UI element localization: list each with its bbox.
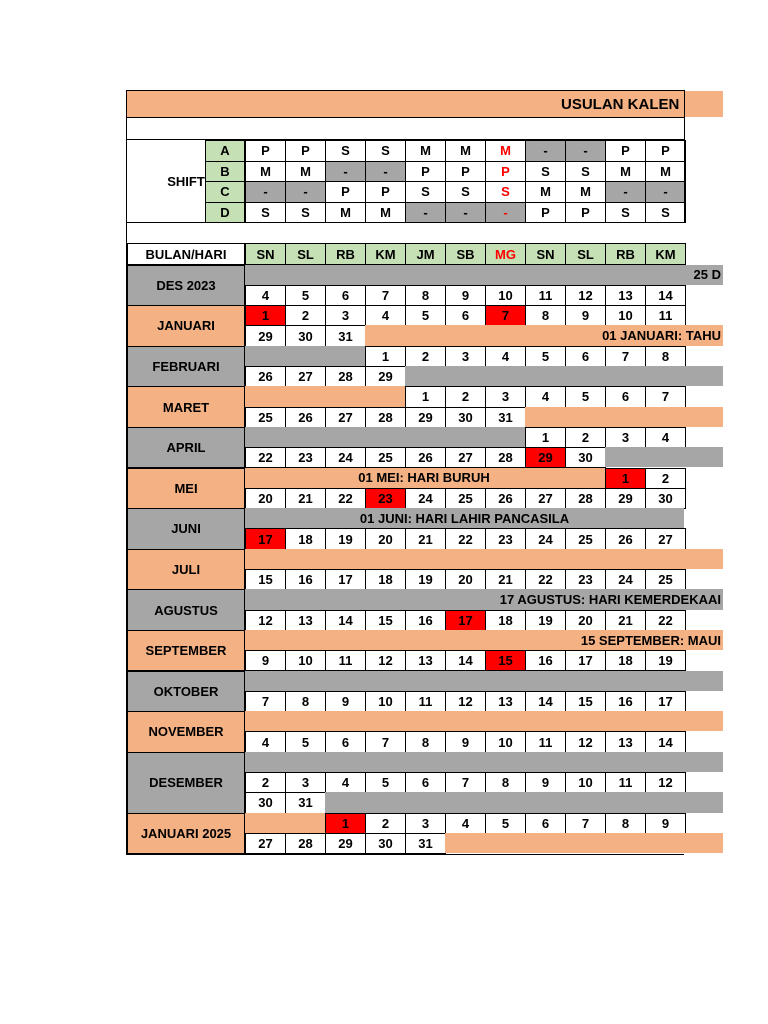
- holiday-banner: 17 AGUSTUS: HARI KEMERDEKAAI: [245, 589, 723, 609]
- day-cell: 1: [365, 346, 406, 367]
- shift-cell: -: [605, 181, 646, 203]
- day-cell: 13: [605, 285, 646, 306]
- day-cell: 30: [645, 488, 686, 509]
- month-label: JULI: [127, 549, 245, 591]
- blank-span: 01 MEI: HARI BURUH: [245, 468, 605, 488]
- shift-cell: S: [405, 181, 446, 203]
- day-cell: 9: [445, 285, 486, 306]
- day-cell: 4: [485, 346, 526, 367]
- day-cell: 6: [325, 731, 366, 752]
- day-cell: 1: [605, 468, 646, 489]
- holiday-banner: 15 SEPTEMBER: MAUI: [245, 630, 723, 650]
- shift-cell: S: [445, 181, 486, 203]
- shift-cell: S: [605, 202, 646, 224]
- page-title: USULAN KALEN: [127, 91, 723, 117]
- day-cell: 7: [445, 772, 486, 793]
- day-cell: 2: [645, 468, 686, 489]
- day-header-km: KM: [645, 243, 686, 265]
- day-cell: 5: [565, 386, 606, 407]
- day-cell: 6: [565, 346, 606, 367]
- shift-cell: -: [445, 202, 486, 224]
- day-cell: 1: [325, 813, 366, 834]
- day-cell: 2: [285, 305, 326, 326]
- blank-span: [245, 427, 525, 447]
- month-label: APRIL: [127, 427, 245, 469]
- month-label: NOVEMBER: [127, 711, 245, 753]
- day-cell: 24: [325, 447, 366, 468]
- day-cell: 9: [445, 731, 486, 752]
- shift-cell: M: [245, 161, 286, 183]
- day-cell: 29: [325, 833, 366, 854]
- day-cell: 20: [365, 528, 406, 549]
- day-cell: 8: [525, 305, 566, 326]
- day-header-sn: SN: [525, 243, 566, 265]
- blank-span: [245, 346, 365, 366]
- day-cell: 29: [365, 366, 406, 387]
- day-cell: 18: [285, 528, 326, 549]
- day-cell: 31: [405, 833, 446, 854]
- day-cell: 20: [565, 610, 606, 631]
- day-cell: 27: [285, 366, 326, 387]
- day-cell: 11: [525, 285, 566, 306]
- shift-cell: -: [285, 181, 326, 203]
- shift-cell: M: [285, 161, 326, 183]
- day-cell: 5: [485, 813, 526, 834]
- day-header-mg: MG: [485, 243, 526, 265]
- day-cell: 28: [285, 833, 326, 854]
- shift-cell: M: [525, 181, 566, 203]
- shift-cell: P: [445, 161, 486, 183]
- shift-cell: M: [605, 161, 646, 183]
- day-cell: 23: [365, 488, 406, 509]
- calendar-sheet: [126, 90, 723, 860]
- holiday-banner: [245, 752, 723, 772]
- day-cell: 30: [445, 407, 486, 428]
- day-header-km: KM: [365, 243, 406, 265]
- day-cell: 6: [445, 305, 486, 326]
- day-cell: 6: [325, 285, 366, 306]
- day-cell: 15: [565, 691, 606, 712]
- day-cell: 7: [645, 386, 686, 407]
- day-cell: 9: [645, 813, 686, 834]
- blank-span: [245, 813, 325, 833]
- day-cell: 25: [645, 569, 686, 590]
- day-cell: 8: [645, 346, 686, 367]
- shift-cell: P: [405, 161, 446, 183]
- day-header-jm: JM: [405, 243, 446, 265]
- shift-code: D: [205, 202, 245, 224]
- shift-cell: S: [525, 161, 566, 183]
- day-cell: 22: [445, 528, 486, 549]
- month-label: OKTOBER: [127, 671, 245, 713]
- day-cell: 27: [445, 447, 486, 468]
- holiday-banner: 01 JUNI: HARI LAHIR PANCASILA: [245, 508, 684, 528]
- day-header-rb: RB: [605, 243, 646, 265]
- day-cell: 10: [485, 285, 526, 306]
- day-cell: 31: [285, 792, 326, 813]
- day-cell: 8: [605, 813, 646, 834]
- shift-cell: P: [365, 181, 406, 203]
- shift-cell: S: [565, 161, 606, 183]
- day-cell: 11: [405, 691, 446, 712]
- day-cell: 19: [525, 610, 566, 631]
- day-cell: 12: [565, 285, 606, 306]
- day-cell: 10: [365, 691, 406, 712]
- day-cell: 6: [405, 772, 446, 793]
- shift-cell: P: [525, 202, 566, 224]
- month-label: JANUARI 2025: [127, 813, 245, 855]
- day-cell: 25: [365, 447, 406, 468]
- title-bottom-border: [126, 117, 684, 118]
- day-cell: 3: [285, 772, 326, 793]
- shift-cell: S: [285, 202, 326, 224]
- day-cell: 4: [365, 305, 406, 326]
- day-cell: 7: [245, 691, 286, 712]
- day-cell: 31: [325, 325, 366, 346]
- day-cell: 14: [645, 731, 686, 752]
- month-column-header: BULAN/HARI: [127, 243, 245, 265]
- day-cell: 18: [485, 610, 526, 631]
- day-cell: 22: [325, 488, 366, 509]
- day-cell: 16: [605, 691, 646, 712]
- day-cell: 21: [605, 610, 646, 631]
- day-cell: 17: [325, 569, 366, 590]
- day-cell: 6: [525, 813, 566, 834]
- day-cell: 14: [525, 691, 566, 712]
- shift-cell: -: [525, 140, 566, 162]
- shift-cell: M: [405, 140, 446, 162]
- day-cell: 29: [605, 488, 646, 509]
- day-cell: 29: [245, 325, 286, 346]
- blank-span: [245, 386, 405, 406]
- shift-cell: -: [365, 161, 406, 183]
- shift-code: B: [205, 161, 245, 183]
- day-cell: 16: [285, 569, 326, 590]
- shift-cell: P: [325, 181, 366, 203]
- table-bottom-border: [126, 854, 684, 855]
- day-cell: 15: [365, 610, 406, 631]
- day-cell: 30: [245, 792, 286, 813]
- day-cell: 27: [645, 528, 686, 549]
- day-cell: 23: [565, 569, 606, 590]
- shift-cell: -: [485, 202, 526, 224]
- holiday-banner: [325, 792, 723, 812]
- day-cell: 10: [605, 305, 646, 326]
- day-cell: 30: [285, 325, 326, 346]
- day-cell: 24: [405, 488, 446, 509]
- day-cell: 4: [445, 813, 486, 834]
- shift-top-border: [126, 139, 684, 140]
- spacer-row: [127, 118, 684, 140]
- day-cell: 10: [485, 731, 526, 752]
- day-cell: 14: [325, 610, 366, 631]
- day-header-rb: RB: [325, 243, 366, 265]
- shift-cell: P: [485, 161, 526, 183]
- day-cell: 9: [565, 305, 606, 326]
- shift-cell: S: [645, 202, 686, 224]
- day-cell: 22: [245, 447, 286, 468]
- shift-cell: S: [485, 181, 526, 203]
- day-cell: 4: [645, 427, 686, 448]
- day-cell: 3: [405, 813, 446, 834]
- day-header-sn: SN: [245, 243, 286, 265]
- day-cell: 28: [365, 407, 406, 428]
- shift-cell: M: [565, 181, 606, 203]
- day-cell: 1: [405, 386, 446, 407]
- day-cell: 17: [645, 691, 686, 712]
- day-cell: 27: [245, 833, 286, 854]
- day-cell: 24: [525, 528, 566, 549]
- day-cell: 26: [605, 528, 646, 549]
- day-cell: 5: [405, 305, 446, 326]
- day-cell: 19: [645, 650, 686, 671]
- day-cell: 10: [565, 772, 606, 793]
- shift-cell: M: [445, 140, 486, 162]
- spacer-row: [127, 223, 684, 243]
- day-cell: 30: [365, 833, 406, 854]
- day-cell: 8: [405, 731, 446, 752]
- day-cell: 19: [325, 528, 366, 549]
- day-cell: 29: [525, 447, 566, 468]
- day-cell: 22: [645, 610, 686, 631]
- shift-cell: -: [405, 202, 446, 224]
- day-cell: 30: [565, 447, 606, 468]
- month-label: JANUARI: [127, 305, 245, 347]
- month-label: DESEMBER: [127, 752, 245, 814]
- holiday-banner: [405, 366, 723, 386]
- day-cell: 4: [525, 386, 566, 407]
- day-cell: 22: [525, 569, 566, 590]
- day-cell: 12: [445, 691, 486, 712]
- shift-cell: P: [645, 140, 686, 162]
- day-cell: 7: [605, 346, 646, 367]
- day-cell: 23: [485, 528, 526, 549]
- shift-cell: S: [365, 140, 406, 162]
- day-cell: 10: [285, 650, 326, 671]
- day-cell: 18: [605, 650, 646, 671]
- day-cell: 2: [245, 772, 286, 793]
- day-cell: 3: [445, 346, 486, 367]
- day-header-sb: SB: [445, 243, 486, 265]
- day-cell: 26: [485, 488, 526, 509]
- day-header-sl: SL: [285, 243, 326, 265]
- day-cell: 26: [245, 366, 286, 387]
- day-cell: 23: [285, 447, 326, 468]
- day-cell: 8: [285, 691, 326, 712]
- table-top-border: [126, 90, 684, 91]
- day-cell: 17: [565, 650, 606, 671]
- day-cell: 2: [405, 346, 446, 367]
- day-cell: 8: [405, 285, 446, 306]
- shift-cell: -: [645, 181, 686, 203]
- day-cell: 14: [445, 650, 486, 671]
- day-cell: 13: [405, 650, 446, 671]
- day-cell: 16: [405, 610, 446, 631]
- day-cell: 15: [485, 650, 526, 671]
- shift-bottom-border: [126, 222, 684, 223]
- day-cell: 20: [445, 569, 486, 590]
- month-label: JUNI: [127, 508, 245, 550]
- day-cell: 27: [325, 407, 366, 428]
- day-cell: 9: [245, 650, 286, 671]
- holiday-banner: [445, 833, 723, 853]
- day-cell: 8: [485, 772, 526, 793]
- day-cell: 25: [445, 488, 486, 509]
- day-cell: 13: [605, 731, 646, 752]
- day-cell: 12: [645, 772, 686, 793]
- shift-cell: -: [565, 140, 606, 162]
- day-cell: 13: [285, 610, 326, 631]
- day-cell: 14: [645, 285, 686, 306]
- day-cell: 1: [525, 427, 566, 448]
- month-label: DES 2023: [127, 265, 245, 307]
- shift-cell: S: [325, 140, 366, 162]
- day-cell: 17: [245, 528, 286, 549]
- shift-cell: -: [325, 161, 366, 183]
- day-cell: 2: [365, 813, 406, 834]
- shift-cell: P: [605, 140, 646, 162]
- shift-cell: M: [645, 161, 686, 183]
- day-cell: 21: [405, 528, 446, 549]
- shift-cell: M: [365, 202, 406, 224]
- day-cell: 2: [445, 386, 486, 407]
- holiday-banner: [525, 407, 723, 427]
- day-cell: 5: [285, 731, 326, 752]
- shift-label: SHIFT: [127, 140, 245, 222]
- day-cell: 7: [565, 813, 606, 834]
- day-cell: 4: [245, 731, 286, 752]
- day-cell: 21: [285, 488, 326, 509]
- shift-code: A: [205, 140, 245, 162]
- day-cell: 4: [325, 772, 366, 793]
- day-cell: 3: [485, 386, 526, 407]
- holiday-banner: [245, 671, 723, 691]
- shift-cell: P: [245, 140, 286, 162]
- day-cell: 7: [485, 305, 526, 326]
- shift-cell: M: [325, 202, 366, 224]
- day-cell: 13: [485, 691, 526, 712]
- day-cell: 21: [485, 569, 526, 590]
- day-cell: 25: [565, 528, 606, 549]
- month-label: MEI: [127, 468, 245, 510]
- day-cell: 9: [325, 691, 366, 712]
- day-cell: 7: [365, 285, 406, 306]
- day-cell: 15: [245, 569, 286, 590]
- holiday-banner: 01 JANUARI: TAHU: [365, 325, 723, 345]
- day-cell: 24: [605, 569, 646, 590]
- table-left-border: [126, 90, 127, 855]
- month-label: AGUSTUS: [127, 589, 245, 631]
- shift-cell: P: [285, 140, 326, 162]
- day-cell: 4: [245, 285, 286, 306]
- day-cell: 2: [565, 427, 606, 448]
- holiday-banner: 25 D: [245, 265, 723, 285]
- shift-cell: P: [565, 202, 606, 224]
- day-cell: 5: [525, 346, 566, 367]
- shift-cell: -: [245, 181, 286, 203]
- day-cell: 11: [525, 731, 566, 752]
- shift-cell: M: [485, 140, 526, 162]
- day-cell: 11: [325, 650, 366, 671]
- holiday-banner: [605, 447, 723, 467]
- holiday-banner: [245, 549, 723, 569]
- day-cell: 3: [605, 427, 646, 448]
- day-cell: 9: [525, 772, 566, 793]
- month-label: FEBRUARI: [127, 346, 245, 388]
- shift-code: C: [205, 181, 245, 203]
- day-cell: 6: [605, 386, 646, 407]
- day-cell: 5: [285, 285, 326, 306]
- day-cell: 31: [485, 407, 526, 428]
- day-cell: 25: [245, 407, 286, 428]
- day-cell: 28: [485, 447, 526, 468]
- day-header-sl: SL: [565, 243, 606, 265]
- day-cell: 20: [245, 488, 286, 509]
- day-cell: 3: [325, 305, 366, 326]
- day-cell: 16: [525, 650, 566, 671]
- day-cell: 7: [365, 731, 406, 752]
- day-cell: 12: [365, 650, 406, 671]
- day-cell: 28: [325, 366, 366, 387]
- day-cell: 29: [405, 407, 446, 428]
- table-right-border: [684, 90, 685, 222]
- day-cell: 11: [605, 772, 646, 793]
- day-cell: 19: [405, 569, 446, 590]
- day-cell: 17: [445, 610, 486, 631]
- day-cell: 28: [565, 488, 606, 509]
- shift-cell: S: [245, 202, 286, 224]
- day-cell: 27: [525, 488, 566, 509]
- day-cell: 5: [365, 772, 406, 793]
- day-cell: 11: [645, 305, 686, 326]
- day-cell: 26: [285, 407, 326, 428]
- day-cell: 12: [245, 610, 286, 631]
- month-label: SEPTEMBER: [127, 630, 245, 672]
- holiday-banner: [245, 711, 723, 731]
- day-cell: 1: [245, 305, 286, 326]
- day-cell: 12: [565, 731, 606, 752]
- day-cell: 18: [365, 569, 406, 590]
- day-cell: 26: [405, 447, 446, 468]
- month-label: MARET: [127, 386, 245, 428]
